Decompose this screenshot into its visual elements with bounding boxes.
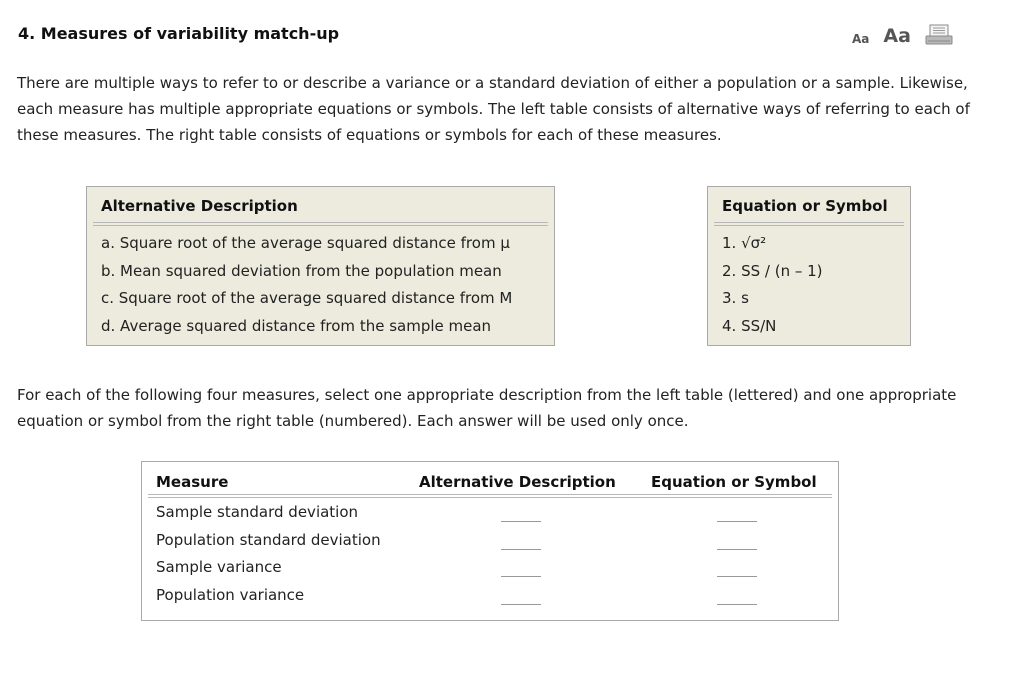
answer-row: [142, 553, 838, 581]
answer-row: [142, 526, 838, 554]
print-icon[interactable]: [925, 24, 953, 46]
toolbar: [852, 24, 953, 46]
answer-row: [142, 581, 838, 609]
instructions-paragraph: For each of the following four measures, select one appropriate description from the left table (lettered) and one appropriate equation or symbol from the right table (numbered). Each answer will be used only once.: [17, 386, 957, 430]
left-table-header: Alternative Description: [101, 197, 298, 215]
equation-answer-blank[interactable]: [717, 509, 757, 522]
right-table-header: Equation or Symbol: [722, 197, 888, 215]
decrease-font-button[interactable]: Aa: [852, 32, 870, 46]
equation-item-4: 4. SS/N: [722, 316, 777, 335]
equation-answer-blank[interactable]: [717, 537, 757, 550]
measure-label: Sample standard deviation: [156, 503, 359, 521]
description-item-d: d. Average squared distance from the sample mean: [101, 316, 492, 335]
equation-item-1: 1. √σ²: [722, 234, 767, 252]
equation-answer-blank[interactable]: [717, 592, 757, 605]
increase-font-button[interactable]: Aa: [883, 25, 911, 47]
alternative-description-table: [86, 186, 555, 346]
equation-answer-blank[interactable]: [717, 564, 757, 577]
description-item-b: b. Mean squared deviation from the population mean: [101, 261, 502, 280]
answer-table: [141, 461, 839, 621]
description-item-c: c. Square root of the average squared distance from M: [101, 289, 513, 307]
measure-column-header: Measure: [156, 473, 229, 491]
equation-column-header: Equation or Symbol: [651, 473, 817, 491]
measure-label: Population variance: [156, 585, 305, 604]
description-answer-blank[interactable]: [501, 564, 541, 577]
description-answer-blank[interactable]: [501, 592, 541, 605]
measure-label: Sample variance: [156, 558, 282, 576]
intro-paragraph: There are multiple ways to refer to or describe a variance or a standard deviation of either a population or a sample. Likewise, each measure has multiple appropriate equations or symbols. The left table consists of alternative ways of referring to each of these measures. The right table consists of equations or symbols for each of these measures.: [17, 74, 970, 144]
answer-row: [142, 498, 838, 526]
description-answer-blank[interactable]: [501, 537, 541, 550]
equation-symbol-table: [707, 186, 911, 346]
answer-table-header: [142, 462, 838, 494]
equation-item-3: 3. s: [722, 289, 749, 307]
description-answer-blank[interactable]: [501, 509, 541, 522]
equation-item-2: 2. SS / (n – 1): [722, 261, 823, 280]
measure-label: Population standard deviation: [156, 530, 381, 549]
right-table-list: [708, 226, 910, 340]
question-title: 4. Measures of variability match-up: [18, 24, 340, 43]
left-table-list: [87, 226, 554, 340]
description-item-a: a. Square root of the average squared distance from μ: [101, 234, 510, 252]
description-column-header: Alternative Description: [419, 473, 616, 491]
